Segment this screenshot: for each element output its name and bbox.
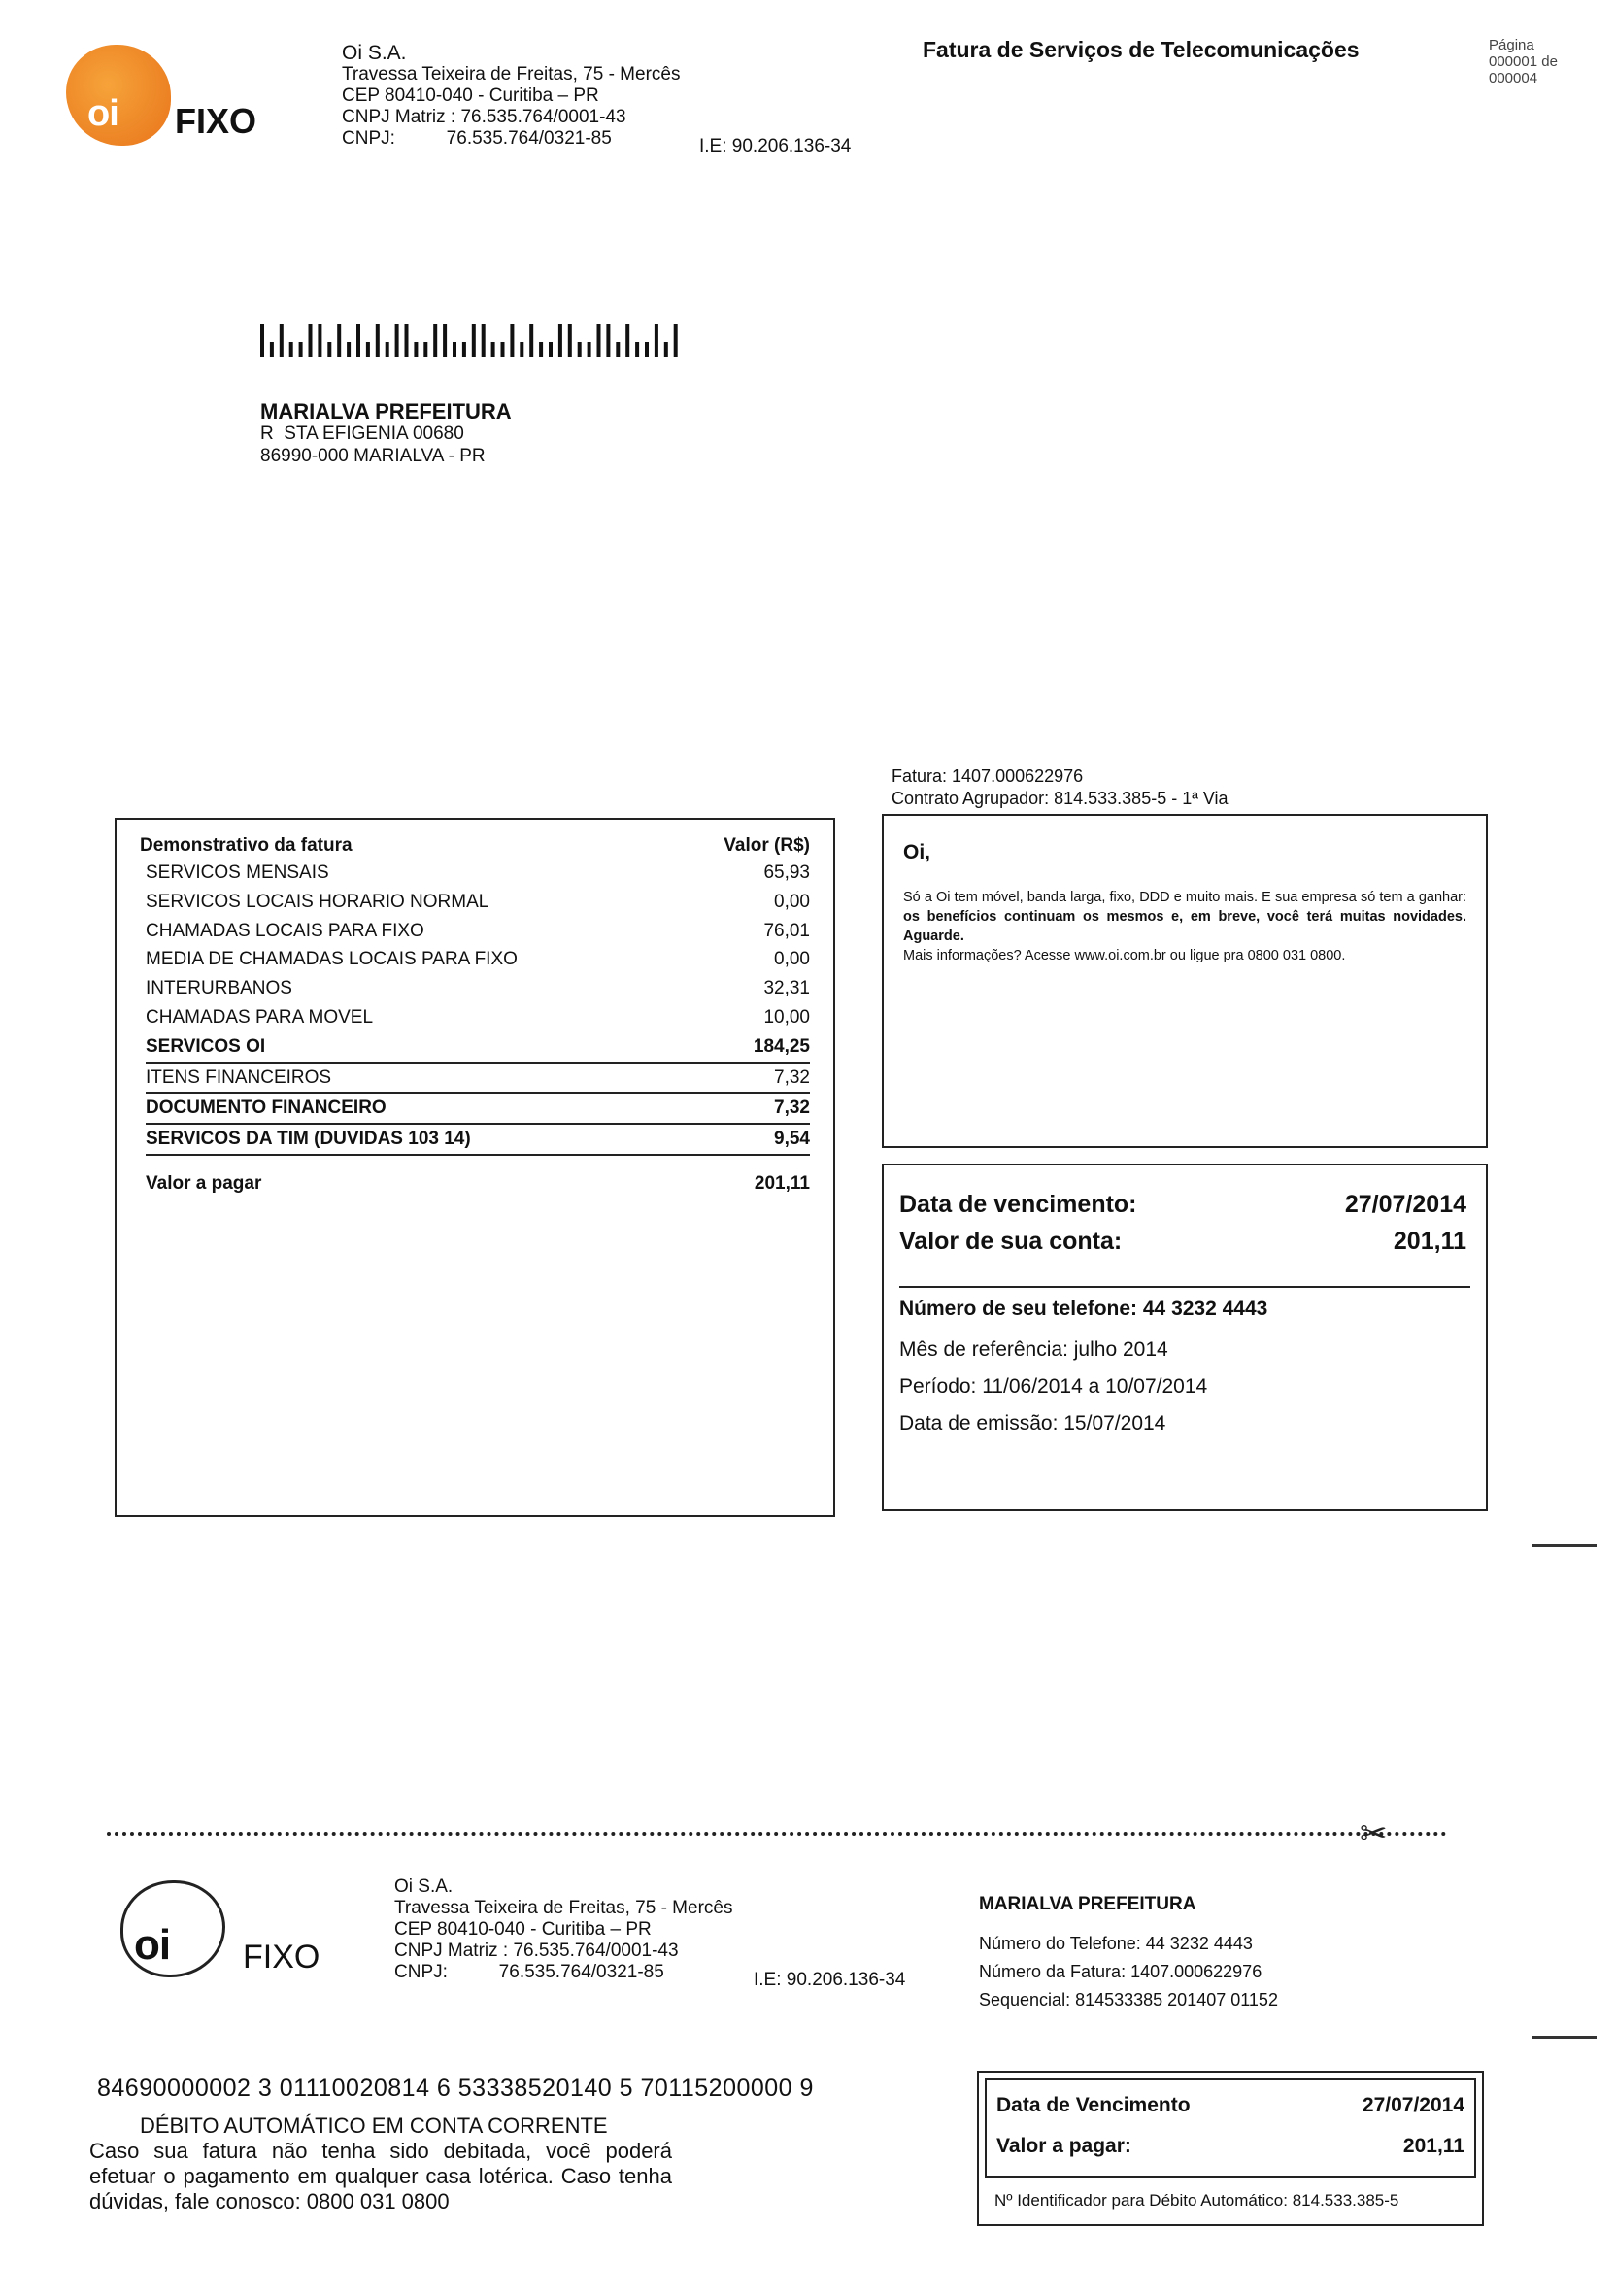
payment-digit-line: 84690000002 3 01110020814 6 53338520140 5 70115200000 9: [97, 2075, 814, 2102]
cut-line: [107, 1832, 1447, 1836]
stub-due-date-label: Data de Vencimento: [996, 2094, 1191, 2116]
breakdown-row: [146, 917, 810, 946]
message-text-c: Mais informações? Acesse www.oi.com.br ou ligue pra 0800 031 0800.: [903, 948, 1346, 963]
company-name: Oi S.A.: [394, 1876, 454, 1897]
row-label: INTERURBANOS: [146, 978, 292, 999]
breakdown-row: [146, 945, 810, 974]
barcode-bar: [356, 324, 360, 357]
barcode-bar: [337, 324, 341, 357]
row-value: 10,00: [763, 1006, 810, 1028]
company-address: Travessa Teixeira de Freitas, 75 - Mercês: [342, 64, 681, 84]
breakdown-subtotal-row: [146, 1123, 810, 1156]
breakdown-subtotal-row: [146, 1094, 810, 1123]
message-text-a: Só a Oi tem móvel, banda larga, fixo, DDD e muito mais. E sua empresa só tem a ganhar:: [903, 890, 1466, 905]
recipient-name: MARIALVA PREFEITURA: [260, 399, 512, 423]
barcode-bar: [453, 342, 456, 357]
breakdown-header-label: Demonstrativo da fatura: [140, 835, 353, 856]
row-label: SERVICOS MENSAIS: [146, 862, 329, 883]
message-box: [882, 814, 1488, 1148]
oi-fixo-logo: [66, 45, 280, 152]
barcode-bar: [578, 342, 582, 357]
billing-period: Período: 11/06/2014 a 10/07/2014: [899, 1375, 1208, 1398]
oi-logo-text: oi: [87, 93, 118, 134]
barcode-bar: [347, 342, 351, 357]
barcode-bar: [501, 342, 505, 357]
row-value: 76,01: [763, 920, 810, 941]
stub-payment-box: [977, 2071, 1484, 2226]
stub-company-ie: I.E: 90.206.136-34: [754, 1970, 906, 1990]
barcode-bar: [423, 342, 427, 357]
barcode-bar: [299, 342, 303, 357]
row-label: SERVICOS LOCAIS HORARIO NORMAL: [146, 891, 489, 912]
stub-payment-inner: [985, 2078, 1476, 2178]
summary-divider: [899, 1286, 1470, 1288]
page-total: 000004: [1489, 70, 1538, 86]
company-cnpj-matriz: CNPJ Matriz : 76.535.764/0001-43: [342, 107, 626, 127]
due-date-line: [899, 1191, 1466, 1219]
barcode-bar: [510, 324, 514, 357]
page-number: 000001 de: [1489, 53, 1558, 70]
barcode-bar: [529, 324, 533, 357]
reference-month: Mês de referência: julho 2014: [899, 1338, 1168, 1361]
invoice-breakdown-box: [115, 818, 835, 1517]
breakdown-subtotal-row: [146, 1032, 810, 1064]
barcode-bar: [414, 342, 418, 357]
document-title: Fatura de Serviços de Telecomunicações: [923, 37, 1360, 62]
barcode-bar: [309, 324, 313, 357]
oi-logo-text: oi: [134, 1921, 171, 1969]
barcode-bar: [462, 342, 466, 357]
barcode-bar: [270, 342, 274, 357]
barcode-bar: [366, 342, 370, 357]
due-date-label: Data de vencimento:: [899, 1191, 1137, 1218]
stub-customer-info: [979, 1890, 1278, 2014]
row-value: 7,32: [774, 1066, 810, 1088]
invoice-number: Fatura: 1407.000622976: [892, 766, 1084, 786]
barcode-bar: [443, 324, 447, 357]
amount-value: 201,11: [1393, 1228, 1466, 1255]
auto-debit-title: DÉBITO AUTOMÁTICO EM CONTA CORRENTE: [140, 2113, 608, 2138]
auto-debit-text: Caso sua fatura não tenha sido debitada, você poderá efetuar o pagamento em qualquer casa lotérica. Caso tenha dúvidas, fale conosco: 0800 031 0800: [89, 2139, 672, 2213]
row-value: 0,00: [774, 891, 810, 912]
barcode-bar: [655, 324, 658, 357]
breakdown-row: [146, 1003, 810, 1032]
barcode-bar: [616, 342, 620, 357]
row-value: 184,25: [753, 1035, 810, 1057]
contract-number: Contrato Agrupador: 814.533.385-5 - 1ª Via: [892, 789, 1229, 808]
barcode-bar: [472, 324, 476, 357]
barcode-bar: [318, 324, 321, 357]
barcode-bar: [289, 342, 293, 357]
summary-box: [882, 1164, 1488, 1511]
issue-date: Data de emissão: 15/07/2014: [899, 1412, 1166, 1435]
amount-line: [899, 1228, 1466, 1256]
fixo-logo-text: FIXO: [175, 101, 257, 141]
barcode-bar: [588, 342, 591, 357]
barcode-bar: [635, 342, 639, 357]
amount-label: Valor de sua conta:: [899, 1228, 1123, 1255]
barcode-bar: [327, 342, 331, 357]
barcode-bar: [280, 324, 284, 357]
row-value: 32,31: [763, 978, 810, 999]
stub-phone-number: Número do Telefone: 44 3232 4443: [979, 1934, 1253, 1953]
company-cnpj-matriz: CNPJ Matriz : 76.535.764/0001-43: [394, 1941, 679, 1961]
fixo-logo-text: FIXO: [243, 1939, 320, 1975]
row-label: SERVICOS OI: [146, 1035, 266, 1057]
company-cep: CEP 80410-040 - Curitiba – PR: [394, 1919, 652, 1940]
row-label: CHAMADAS PARA MOVEL: [146, 1006, 374, 1028]
stub-customer-name: MARIALVA PREFEITURA: [979, 1894, 1196, 1914]
row-value: 7,32: [774, 1097, 810, 1119]
page-indicator: [1489, 37, 1558, 86]
barcode-bar: [395, 324, 399, 357]
barcode-bar: [482, 324, 486, 357]
breakdown-row: [146, 1064, 810, 1095]
breakdown-total-row: [146, 1173, 810, 1195]
stub-due-date-value: 27/07/2014: [1362, 2094, 1464, 2116]
barcode-bar: [386, 342, 389, 357]
row-label: DOCUMENTO FINANCEIRO: [146, 1097, 387, 1119]
row-label: SERVICOS DA TIM (DUVIDAS 103 14): [146, 1129, 471, 1150]
company-cep: CEP 80410-040 - Curitiba – PR: [342, 85, 599, 106]
phone-number: Número de seu telefone: 44 3232 4443: [899, 1298, 1268, 1320]
breakdown-row: [146, 974, 810, 1003]
barcode-bar: [376, 324, 380, 357]
total-label: Valor a pagar: [146, 1173, 262, 1194]
margin-mark: [1532, 1544, 1597, 1547]
row-value: 9,54: [774, 1129, 810, 1150]
message-body: [903, 888, 1466, 965]
oi-fixo-logo-outline: [120, 1880, 344, 1987]
barcode-bar: [520, 342, 523, 357]
company-name: Oi S.A.: [342, 42, 407, 64]
breakdown-header-value: Valor (R$): [724, 835, 810, 856]
stub-invoice-number: Número da Fatura: 1407.000622976: [979, 1962, 1262, 1981]
barcode-bar: [539, 342, 543, 357]
message-text-b: os benefícios continuam os mesmos e, em breve, você terá muitas novidades. Aguarde.: [903, 909, 1466, 944]
company-info: [342, 43, 680, 150]
breakdown-rows: [146, 859, 810, 1156]
page-label: Página: [1489, 37, 1534, 53]
postal-barcode: [260, 324, 684, 357]
company-cnpj: CNPJ: 76.535.764/0321-85: [342, 128, 612, 149]
barcode-bar: [549, 342, 553, 357]
barcode-bar: [674, 324, 678, 357]
company-address: Travessa Teixeira de Freitas, 75 - Mercês: [394, 1898, 733, 1918]
total-value: 201,11: [754, 1173, 810, 1194]
barcode-bar: [625, 324, 629, 357]
oi-logo-mark: [66, 45, 171, 146]
breakdown-header: [140, 835, 810, 857]
barcode-bar: [597, 324, 601, 357]
row-value: 65,93: [763, 862, 810, 883]
auto-debit-notice: [89, 2113, 672, 2214]
barcode-bar: [405, 324, 409, 357]
barcode-bar: [645, 342, 649, 357]
company-cnpj: CNPJ: 76.535.764/0321-85: [394, 1962, 664, 1982]
barcode-bar: [491, 342, 495, 357]
invoice-info: [892, 765, 1229, 810]
barcode-bar: [558, 324, 562, 357]
stub-due-date-line: [996, 2094, 1464, 2117]
recipient-street: R STA EFIGENIA 00680: [260, 423, 464, 444]
company-ie: I.E: 90.206.136-34: [699, 136, 852, 156]
stub-company-info: [394, 1876, 732, 1983]
due-date-value: 27/07/2014: [1344, 1191, 1466, 1218]
row-value: 0,00: [774, 949, 810, 970]
barcode-bar: [433, 324, 437, 357]
breakdown-row: [146, 859, 810, 888]
stub-auto-debit-id: Nº Identificador para Débito Automático: 814.533.385-5: [994, 2191, 1399, 2210]
margin-mark: [1532, 2036, 1597, 2039]
stub-amount-label: Valor a pagar:: [996, 2135, 1131, 2157]
scissors-icon: ✂: [1360, 1815, 1388, 1852]
row-label: ITENS FINANCEIROS: [146, 1066, 332, 1088]
stub-amount-value: 201,11: [1402, 2135, 1464, 2157]
barcode-bar: [260, 324, 264, 357]
barcode-bar: [568, 324, 572, 357]
stub-amount-line: [996, 2135, 1464, 2158]
recipient-city: 86990-000 MARIALVA - PR: [260, 446, 486, 466]
breakdown-row: [146, 888, 810, 917]
message-greeting: Oi,: [903, 841, 931, 863]
recipient-address: [260, 400, 512, 467]
barcode-bar: [664, 342, 668, 357]
row-label: CHAMADAS LOCAIS PARA FIXO: [146, 920, 424, 941]
barcode-bar: [606, 324, 610, 357]
row-label: MEDIA DE CHAMADAS LOCAIS PARA FIXO: [146, 949, 518, 970]
stub-sequence: Sequencial: 814533385 201407 01152: [979, 1990, 1278, 2009]
